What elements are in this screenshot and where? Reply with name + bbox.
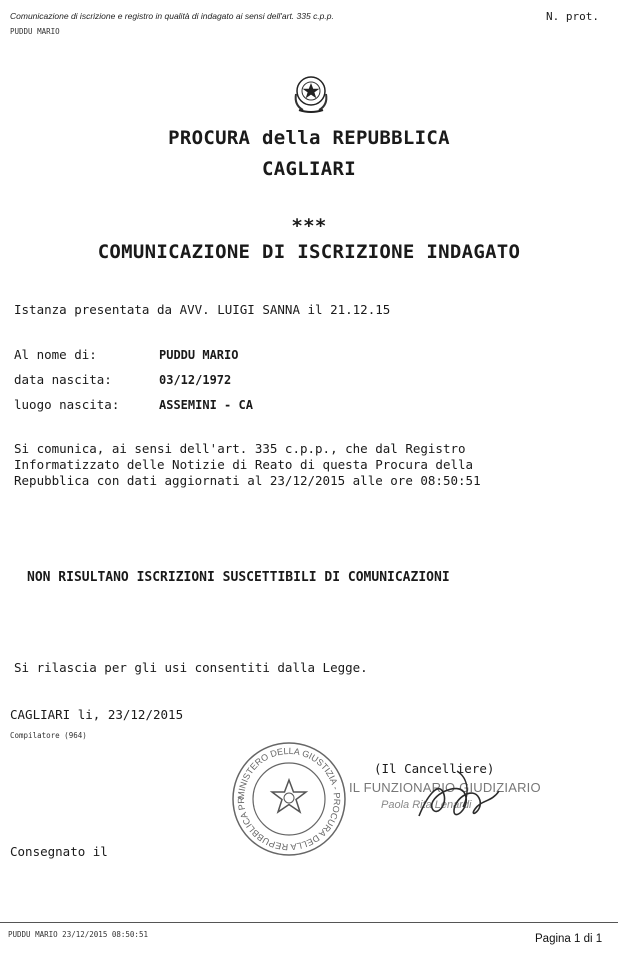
result-statement: NON RISULTANO ISCRIZIONI SUSCETTIBILI DI COMUNICAZIONI [27,570,450,585]
body-paragraph-line-3: Repubblica con dati aggiornati al 23/12/2015 alle ore 08:50:51 [14,473,481,488]
release-statement: Si rilascia per gli usi consentiti dalla Legge. [14,660,368,675]
place-date: CAGLIARI li, 23/12/2015 [10,707,184,722]
name-label: Al nome di: [14,347,97,362]
footer-divider [0,922,618,923]
communication-header: Comunicazione di iscrizione e registro in qualità di indagato ai sensi dell'art. 335 c.p.p. [10,11,334,21]
document-title: COMUNICAZIONE DI ISCRIZIONE INDAGATO [97,241,521,263]
city-title: CAGLIARI [262,158,356,180]
body-paragraph-line-2: Informatizzato delle Notizie di Reato di questa Procura della [14,457,474,472]
birthdate-label: data nascita: [14,372,112,387]
italian-republic-emblem [292,72,330,118]
birthplace-label: luogo nascita: [14,397,120,412]
official-round-stamp [230,740,348,862]
office-title: PROCURA della REPUBBLICA [168,127,450,149]
official-title: IL FUNZIONARIO GIUDIZIARIO [349,780,541,795]
header-name: PUDDU MARIO [10,27,60,36]
body-paragraph-line-1: Si comunica, ai sensi dell'art. 335 c.p.p., che dal Registro [14,441,466,456]
compiler-label: Compilatore (964) [10,731,87,740]
title-stars: *** [291,215,327,237]
birthdate-value: 03/12/1972 [159,373,232,387]
official-name: Paola Rita Lenardi [381,799,472,811]
request-line: Istanza presentata da AVV. LUIGI SANNA il 21.12.15 [14,302,391,317]
name-value: PUDDU MARIO [159,348,239,362]
chancellor-role: (Il Cancelliere) [374,761,495,776]
handwritten-signature [405,764,510,832]
birthplace-value: ASSEMINI - CA [159,398,253,412]
footer-reference: PUDDU MARIO 23/12/2015 08:50:51 [8,930,148,939]
stamp-ring-text: MINISTERO DELLA GIUSTIZIA - PROCURA DELLA REPUBBLICA PR [235,745,343,853]
protocol-label: N. prot. [546,10,599,23]
page-number: Pagina 1 di 1 [535,933,603,945]
delivered-label: Consegnato il [10,844,108,859]
